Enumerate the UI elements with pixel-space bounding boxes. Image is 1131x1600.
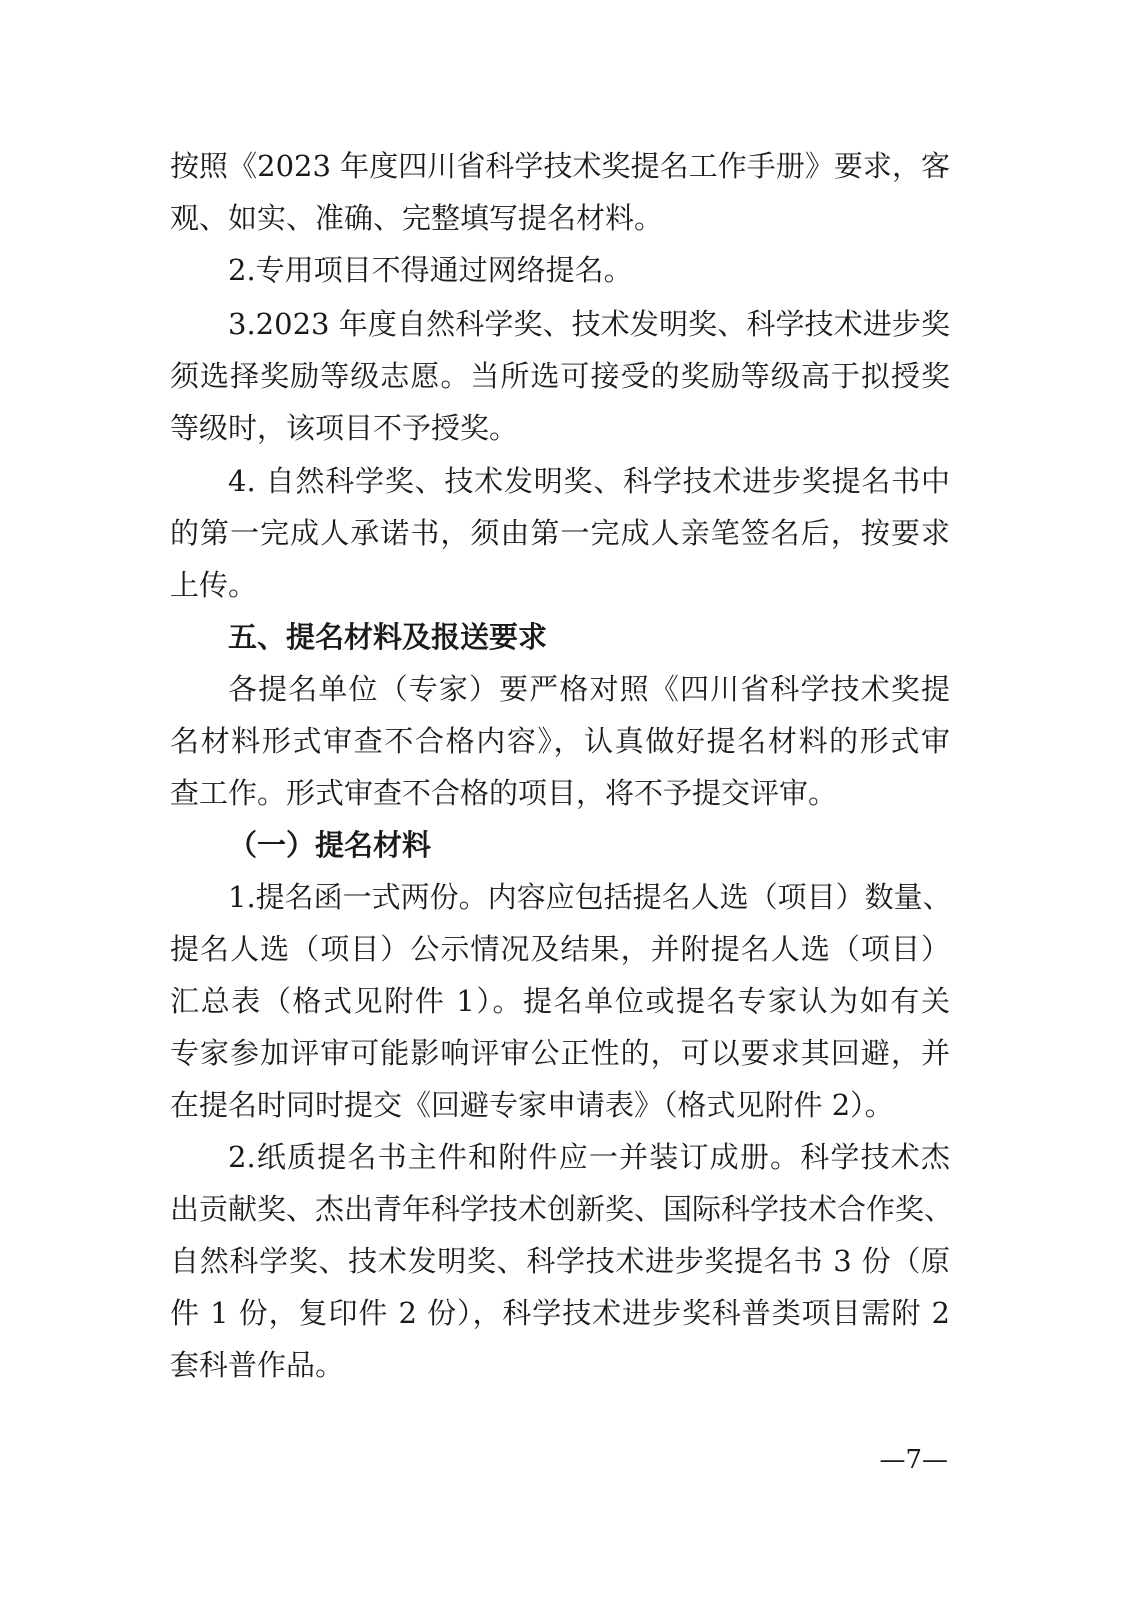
paragraph-line: 各提名单位（专家）要严格对照《四川省科学技术奖提 [228, 672, 950, 706]
paragraph-line: 在提名时同时提交《回避专家申请表》（格式见附件 2）。 [170, 1088, 894, 1122]
paragraph-line: 汇总表（格式见附件 1）。提名单位或提名专家认为如有关 [170, 984, 950, 1018]
paragraph-line: 的第一完成人承诺书，须由第一完成人亲笔签名后，按要求 [170, 516, 950, 550]
paragraph-line: 2.纸质提名书主件和附件应一并装订成册。科学技术杰 [228, 1140, 950, 1174]
paragraph-line: 套科普作品。 [170, 1348, 345, 1382]
page-number: —7— [879, 1445, 948, 1475]
paragraph-line: 1.提名函一式两份。内容应包括提名人选（项目）数量、 [228, 880, 952, 914]
paragraph-line: 等级时，该项目不予授奖。 [170, 411, 519, 445]
paragraph-line: 4. 自然科学奖、技术发明奖、科学技术进步奖提名书中 [228, 464, 950, 498]
paragraph-line: 名材料形式审查不合格内容》，认真做好提名材料的形式审 [170, 724, 950, 758]
paragraph-line: 按照《2023 年度四川省科学技术奖提名工作手册》要求，客 [170, 149, 950, 183]
paragraph-line: 专家参加评审可能影响评审公正性的，可以要求其回避，并 [170, 1036, 950, 1070]
paragraph-line: 提名人选（项目）公示情况及结果，并附提名人选（项目） [170, 932, 950, 966]
section-heading: 五、提名材料及报送要求 [228, 620, 548, 654]
paragraph-line: 3.2023 年度自然科学奖、技术发明奖、科学技术进步奖 [228, 307, 950, 341]
paragraph-line: 出贡献奖、杰出青年科学技术创新奖、国际科学技术合作奖、 [170, 1192, 954, 1226]
paragraph-line: 件 1 份，复印件 2 份），科学技术进步奖科普类项目需附 2 [170, 1296, 950, 1330]
paragraph-line: 上传。 [170, 568, 258, 602]
paragraph-line: 查工作。形式审查不合格的项目，将不予提交评审。 [170, 776, 838, 810]
paragraph-line: 2.专用项目不得通过网络提名。 [228, 253, 633, 287]
paragraph-line: 自然科学奖、技术发明奖、科学技术进步奖提名书 3 份（原 [170, 1244, 950, 1278]
paragraph-line: 须选择奖励等级志愿。当所选可接受的奖励等级高于拟授奖 [170, 359, 950, 393]
subsection-heading: （一）提名材料 [228, 828, 432, 862]
paragraph-line: 观、如实、准确、完整填写提名材料。 [170, 201, 664, 235]
